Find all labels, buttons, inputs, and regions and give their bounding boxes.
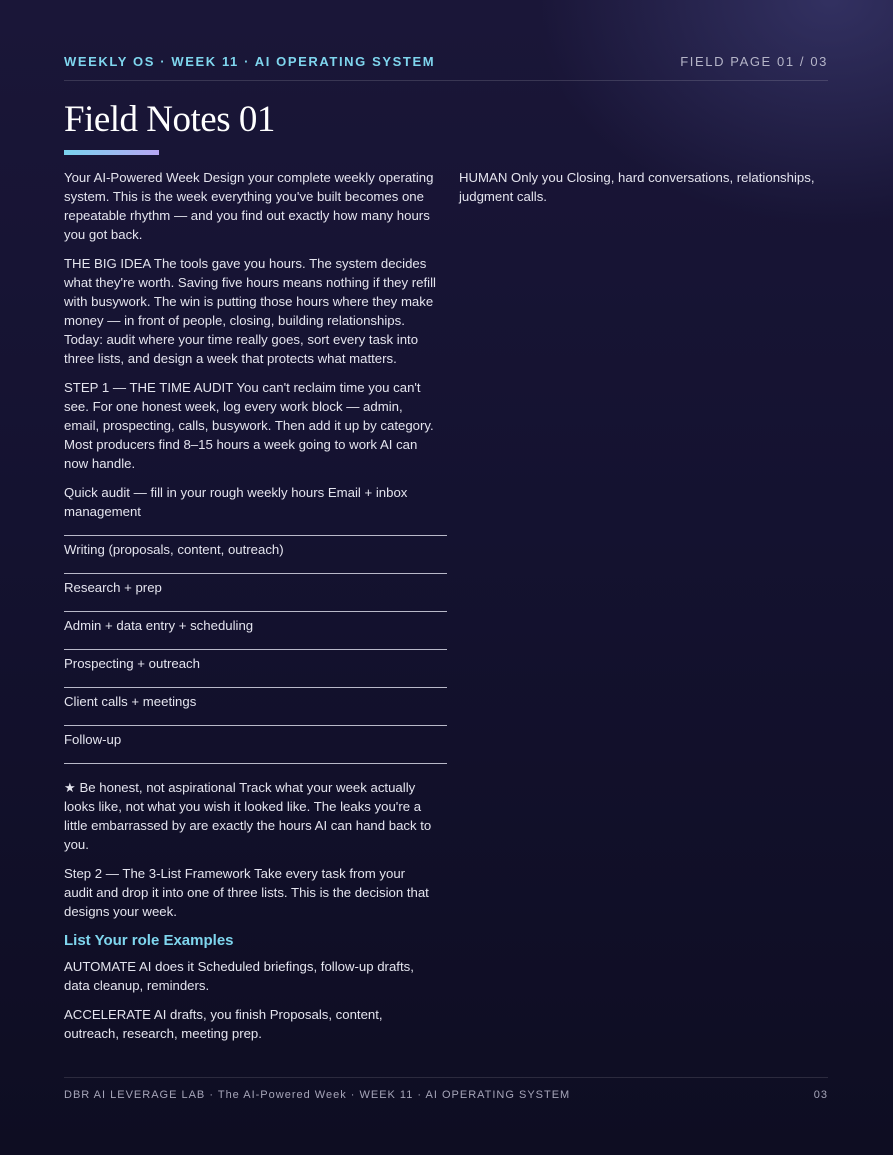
accelerate-row: ACCELERATE AI drafts, you finish Proposals, content, outreach, research, meeting prep. <box>64 1007 383 1041</box>
big-idea-paragraph: THE BIG IDEA The tools gave you hours. The system decides what they're worth. Saving five hours means nothing if they refill with busywork. The win is putting those hours where they make money — in front of people, closing, building relationships. Today: audit where your time really goes, sort every task into three lists, and design a week that protects what matters. <box>64 256 436 366</box>
audit-row-prospecting[interactable] <box>64 654 447 688</box>
audit-row-label: Research + prep <box>64 580 162 595</box>
audit-row-label: Prospecting + outreach <box>64 656 200 671</box>
audit-row-client-calls[interactable] <box>64 692 447 726</box>
page-footer <box>64 1077 828 1109</box>
audit-row-research[interactable] <box>64 578 447 612</box>
time-audit-list <box>64 483 448 764</box>
right-column <box>459 168 829 216</box>
audit-row-label: Writing (proposals, content, outreach) <box>64 542 284 557</box>
page-header <box>64 54 828 81</box>
step1-paragraph: STEP 1 — THE TIME AUDIT You can't reclaim time you can't see. For one honest week, log every work block — admin, email, prospecting, calls, busywork. Then add it up by category. Most producers find 8–15 hours a week going to work AI can now handle. <box>64 380 434 471</box>
header-page-indicator: FIELD PAGE 01 / 03 <box>680 54 828 69</box>
audit-row-label: Admin + data entry + scheduling <box>64 618 254 633</box>
header-series-label: WEEKLY OS · WEEK 11 · AI OPERATING SYSTEM <box>64 54 436 69</box>
audit-row-admin[interactable] <box>64 616 447 650</box>
page-title: Field Notes 01 <box>64 99 275 140</box>
audit-row-label: Client calls + meetings <box>64 694 197 709</box>
audit-row-label: Follow-up <box>64 732 122 747</box>
audit-row-follow-up[interactable] <box>64 730 447 764</box>
automate-row: AUTOMATE AI does it Scheduled briefings, follow-up drafts, data cleanup, reminders. <box>64 959 414 993</box>
honesty-tip: ★ Be honest, not aspirational Track what your week actually looks like, not what you wish it looked like. The leaks you're a little embarrassed by are exactly the hours AI can hand back to you. <box>64 780 432 852</box>
footer-page-number: 03 <box>813 1089 828 1101</box>
audit-row-writing[interactable] <box>64 540 447 574</box>
footer-label: DBR AI LEVERAGE LAB · The AI-Powered Week · WEEK 11 · AI OPERATING SYSTEM <box>64 1089 571 1101</box>
audit-row-label: Quick audit — fill in your rough weekly hours Email + inbox management <box>64 485 408 519</box>
step2-paragraph: Step 2 — The 3-List Framework Take every task from your audit and drop it into one of three lists. This is the decision that designs your week. <box>64 866 429 919</box>
title-accent-bar <box>64 150 159 155</box>
left-column <box>64 168 448 1053</box>
list-table-header: List Your role Examples <box>64 932 234 949</box>
human-row: HUMAN Only you Closing, hard conversations, relationships, judgment calls. <box>459 170 815 204</box>
intro-paragraph: Your AI-Powered Week Design your complete weekly operating system. This is the week everything you've built becomes one repeatable rhythm — and you find out exactly how many hours you got back. <box>64 170 434 242</box>
audit-row-email[interactable] <box>64 483 447 536</box>
